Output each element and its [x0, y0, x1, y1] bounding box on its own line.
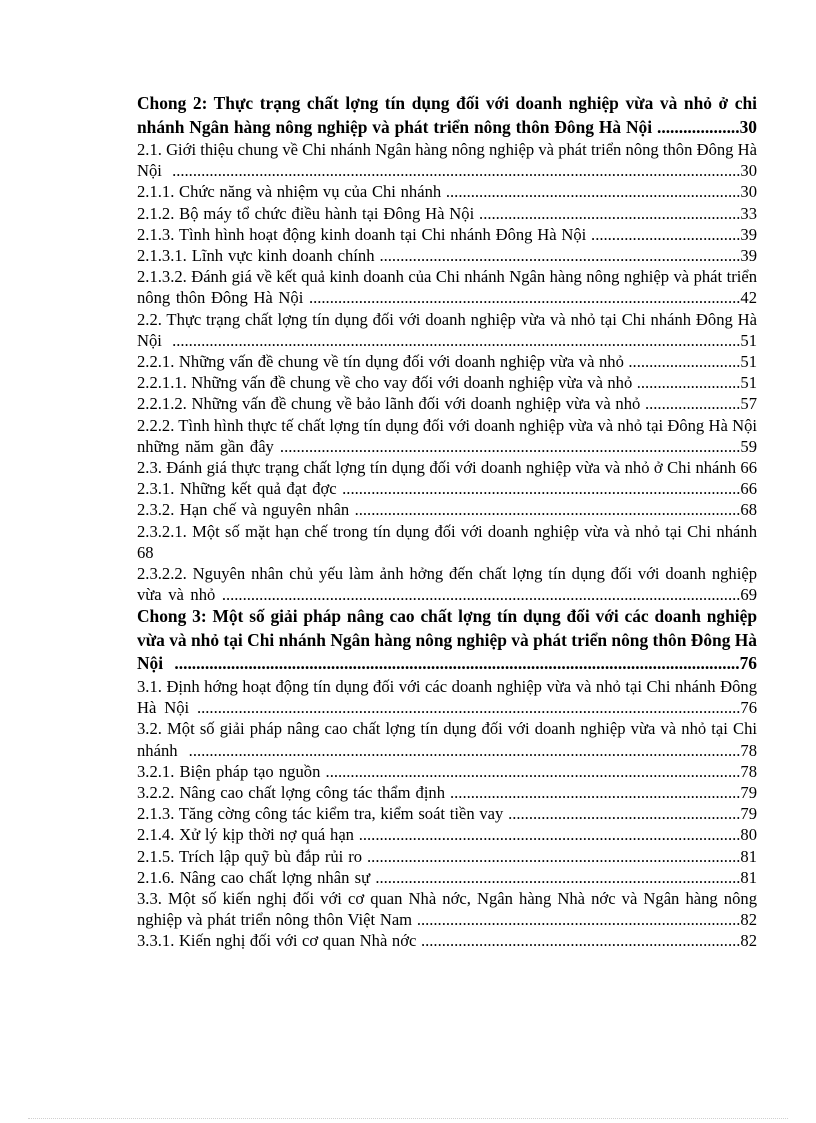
toc-entry [137, 782, 757, 803]
toc-entry [137, 563, 757, 605]
toc-entry-title: 2.1.4. Xử lý kịp thời nợ quá hạn [137, 825, 354, 845]
toc-entry-title: 2.3.2.2. Nguyên nhân chủ yếu làm ảnh hởng đến chất lợng tín dụng đối với doanh nghiệp vừa và nhỏ [137, 564, 757, 605]
toc-page-number: 51 [740, 330, 757, 350]
toc-page-number: 79 [740, 782, 757, 802]
toc-entry [137, 499, 757, 520]
toc-entry-title: 2.3.1. Những kết quả đạt đợc [137, 479, 337, 499]
toc-entry [137, 718, 757, 760]
toc-leader-dots: ................................................................................................ [336, 479, 741, 499]
toc-entry-title: 2.1.5. Trích lập quỹ bù đắp rủi ro [137, 846, 363, 866]
toc-page-number: 78 [740, 740, 757, 760]
toc-leader-dots: ......................................................................................................................................... [161, 161, 741, 181]
toc-entry [137, 372, 757, 393]
toc-page-number: 76 [739, 653, 757, 674]
toc-page-number: 66 [740, 458, 757, 478]
toc-entry-title: 3.1. Định hớng hoạt động tín dụng đối với các doanh nghiệp vừa và nhỏ tại Chi nhánh Đông Hà Nội [137, 676, 757, 718]
toc-entry [137, 867, 757, 888]
toc-entry-title: 2.2.1. Những vấn đề chung về tín dụng đối với doanh nghiệp vừa và nhỏ [137, 352, 624, 372]
toc-entry-title: 2.1. Giới thiệu chung về Chi nhánh Ngân hàng nông nghiệp và phát triển nông thôn Đông Hà Nội [137, 140, 757, 181]
toc-entry-title: 2.3.2. Hạn chế và nguyên nhân [137, 500, 350, 520]
toc-entry [137, 478, 757, 499]
toc-page-number: 68 [137, 542, 154, 562]
toc-leader-dots: ............................................................................................. [349, 500, 741, 520]
toc-entry [137, 393, 757, 414]
toc-leader-dots: ............................................................................................................... [273, 436, 741, 456]
toc-entry [137, 930, 757, 951]
toc-entry [137, 245, 757, 266]
toc-entry [137, 824, 757, 845]
toc-entry [137, 888, 757, 930]
toc-entry-title: Chong 3: Một số giải pháp nâng cao chất lợng tín dụng đối với các doanh nghiệp vừa và nhỏ tại Chi nhánh Ngân hàng nông nghiệp và phát triển nông thôn Đông Hà Nội [137, 606, 757, 674]
toc-entry-title: 2.1.3.1. Lĩnh vực kinh doanh chính [137, 246, 375, 266]
toc-entry-title: 2.2.1.2. Những vấn đề chung về bảo lãnh đối với doanh nghiệp vừa và nhỏ [137, 394, 641, 414]
toc-page-number: 82 [740, 910, 757, 930]
toc-page-number: 57 [740, 394, 757, 414]
toc-entry-title: 2.3.2.1. Một số mặt hạn chế trong tín dụng đối với doanh nghiệp vừa và nhỏ tại Chi nhánh [137, 521, 757, 541]
toc-page-number: 30 [740, 161, 757, 181]
toc-leader-dots: ......................... [632, 373, 741, 393]
toc-page-number: 51 [740, 352, 757, 372]
toc-page-number: 66 [740, 479, 757, 499]
toc-entry-title: 2.1.2. Bộ máy tổ chức điều hành tại Đông Hà Nội [137, 203, 475, 223]
toc-entry-title: 2.1.6. Nâng cao chất lợng nhân sự [137, 867, 371, 887]
toc-entry [137, 846, 757, 867]
toc-entry [137, 457, 757, 478]
toc-leader-dots: .................................... [586, 224, 741, 244]
toc-leader-dots: ...................................................................... [445, 782, 741, 802]
toc-entry [137, 224, 757, 245]
toc-entry [137, 351, 757, 372]
toc-chapter-entry [137, 605, 757, 676]
toc-entry-title: 2.1.3. Tăng cờng công tác kiểm tra, kiểm soát tiền vay [137, 804, 504, 824]
toc-leader-dots: .................................................................................................................................. [163, 653, 740, 674]
toc-entry-title: 2.1.3.2. Đánh giá về kết quả kinh doanh của Chi nhánh Ngân hàng nông nghiệp và phát triển nông thôn Đông Hà Nội [137, 267, 757, 308]
toc-entry-title: 2.2.2. Tình hình thực tế chất lợng tín dụng đối với doanh nghiệp vừa và nhỏ tại Đông Hà Nội những năm gần đây [137, 415, 757, 456]
toc-entry-title: Chong 2: Thực trạng chất lợng tín dụng đối với doanh nghiệp vừa và nhỏ ở chi nhánh Ngân hàng nông nghiệp và phát triển nông thôn Đông Hà Nội [137, 93, 757, 137]
toc-leader-dots: ....................... [640, 394, 741, 414]
toc-entry-title: 3.2. Một số giải pháp nâng cao chất lợng tín dụng đối với doanh nghiệp vừa và nhỏ tại Chi nhánh [137, 719, 757, 760]
toc-leader-dots: ......................................................................................................................................... [161, 330, 741, 350]
toc-page-number: 59 [740, 436, 757, 456]
toc-leader-dots: ....................................................................................... [374, 246, 741, 266]
toc-leader-dots: ............................................................... [474, 203, 741, 223]
toc-leader-dots: .......................................................................................... [362, 846, 741, 866]
toc-entry-title: 2.1.1. Chức năng và nhiệm vụ của Chi nhánh [137, 182, 442, 202]
toc-page-number: 81 [740, 846, 757, 866]
toc-entry [137, 415, 757, 457]
toc-leader-dots: ............................................................................................ [353, 825, 741, 845]
toc-entry [137, 803, 757, 824]
toc-leader-dots: ..................................................................................................................................... [177, 740, 741, 760]
toc-leader-dots: ........................................................................................ [370, 867, 741, 887]
toc-page-number: 39 [740, 224, 757, 244]
toc-page-number: 30 [739, 116, 757, 137]
toc-entry-title: 2.2.1.1. Những vấn đề chung về cho vay đối với doanh nghiệp vừa và nhỏ [137, 373, 633, 393]
toc-entry [137, 181, 757, 202]
toc-page-number: 30 [740, 182, 757, 202]
toc-chapter-entry [137, 92, 757, 139]
toc-entry-title: 3.3.1. Kiến nghị đối với cơ quan Nhà nớc [137, 931, 417, 951]
toc-entry-title: 3.3. Một số kiến nghị đối với cơ quan Nhà nớc, Ngân hàng Nhà nớc và Ngân hàng nông nghiệp và phát triển nông thôn Việt Nam [137, 889, 757, 930]
toc-page-number: 42 [740, 288, 757, 308]
toc-entry [137, 139, 757, 181]
table-of-contents [137, 92, 757, 952]
page-bottom-divider [28, 1118, 788, 1119]
toc-page-number: 76 [740, 698, 758, 718]
toc-leader-dots: ........................................................ [503, 804, 741, 824]
toc-page-number: 80 [740, 825, 757, 845]
toc-entry-title: 2.1.3. Tình hình hoạt động kinh doanh tại Chi nhánh Đông Hà Nội [137, 224, 587, 244]
toc-page-number: 68 [740, 500, 757, 520]
toc-page-number: 81 [740, 867, 757, 887]
toc-leader-dots: ....................................................................... [441, 182, 741, 202]
toc-leader-dots: ............................................................................................................................. [215, 585, 741, 605]
toc-entry [137, 521, 757, 563]
toc-leader-dots: ................... [652, 116, 740, 137]
toc-page-number: 39 [740, 246, 757, 266]
toc-entry-title: 3.2.1. Biện pháp tạo nguồn [137, 761, 321, 781]
toc-page-number: 78 [740, 761, 757, 781]
toc-page-number: 69 [740, 585, 757, 605]
toc-entry-title: 3.2.2. Nâng cao chất lợng công tác thẩm định [137, 782, 446, 802]
toc-page-number: 82 [740, 931, 757, 951]
toc-page-number: 51 [740, 373, 758, 393]
toc-entry-title: 2.2. Thực trạng chất lợng tín dụng đối với doanh nghiệp vừa và nhỏ tại Chi nhánh Đông Hà Nội [137, 309, 757, 350]
toc-page-number: 33 [740, 203, 757, 223]
toc-leader-dots: .................................................................................................... [320, 761, 741, 781]
toc-entry [137, 309, 757, 351]
toc-entry [137, 676, 757, 718]
toc-leader-dots: .............................................................................. [412, 910, 741, 930]
toc-entry [137, 761, 757, 782]
toc-leader-dots: ............................................................................. [416, 931, 741, 951]
toc-entry-title: 2.3. Đánh giá thực trạng chất lợng tín dụng đối với doanh nghiệp vừa và nhỏ ở Chi nhánh [137, 458, 736, 478]
toc-entry [137, 203, 757, 224]
toc-leader-dots: ................................................................................................................................... [189, 698, 741, 718]
toc-leader-dots: ........................... [623, 352, 741, 372]
toc-page-number: 79 [740, 804, 757, 824]
toc-entry [137, 266, 757, 308]
toc-leader-dots: ........................................................................................................ [303, 288, 741, 308]
